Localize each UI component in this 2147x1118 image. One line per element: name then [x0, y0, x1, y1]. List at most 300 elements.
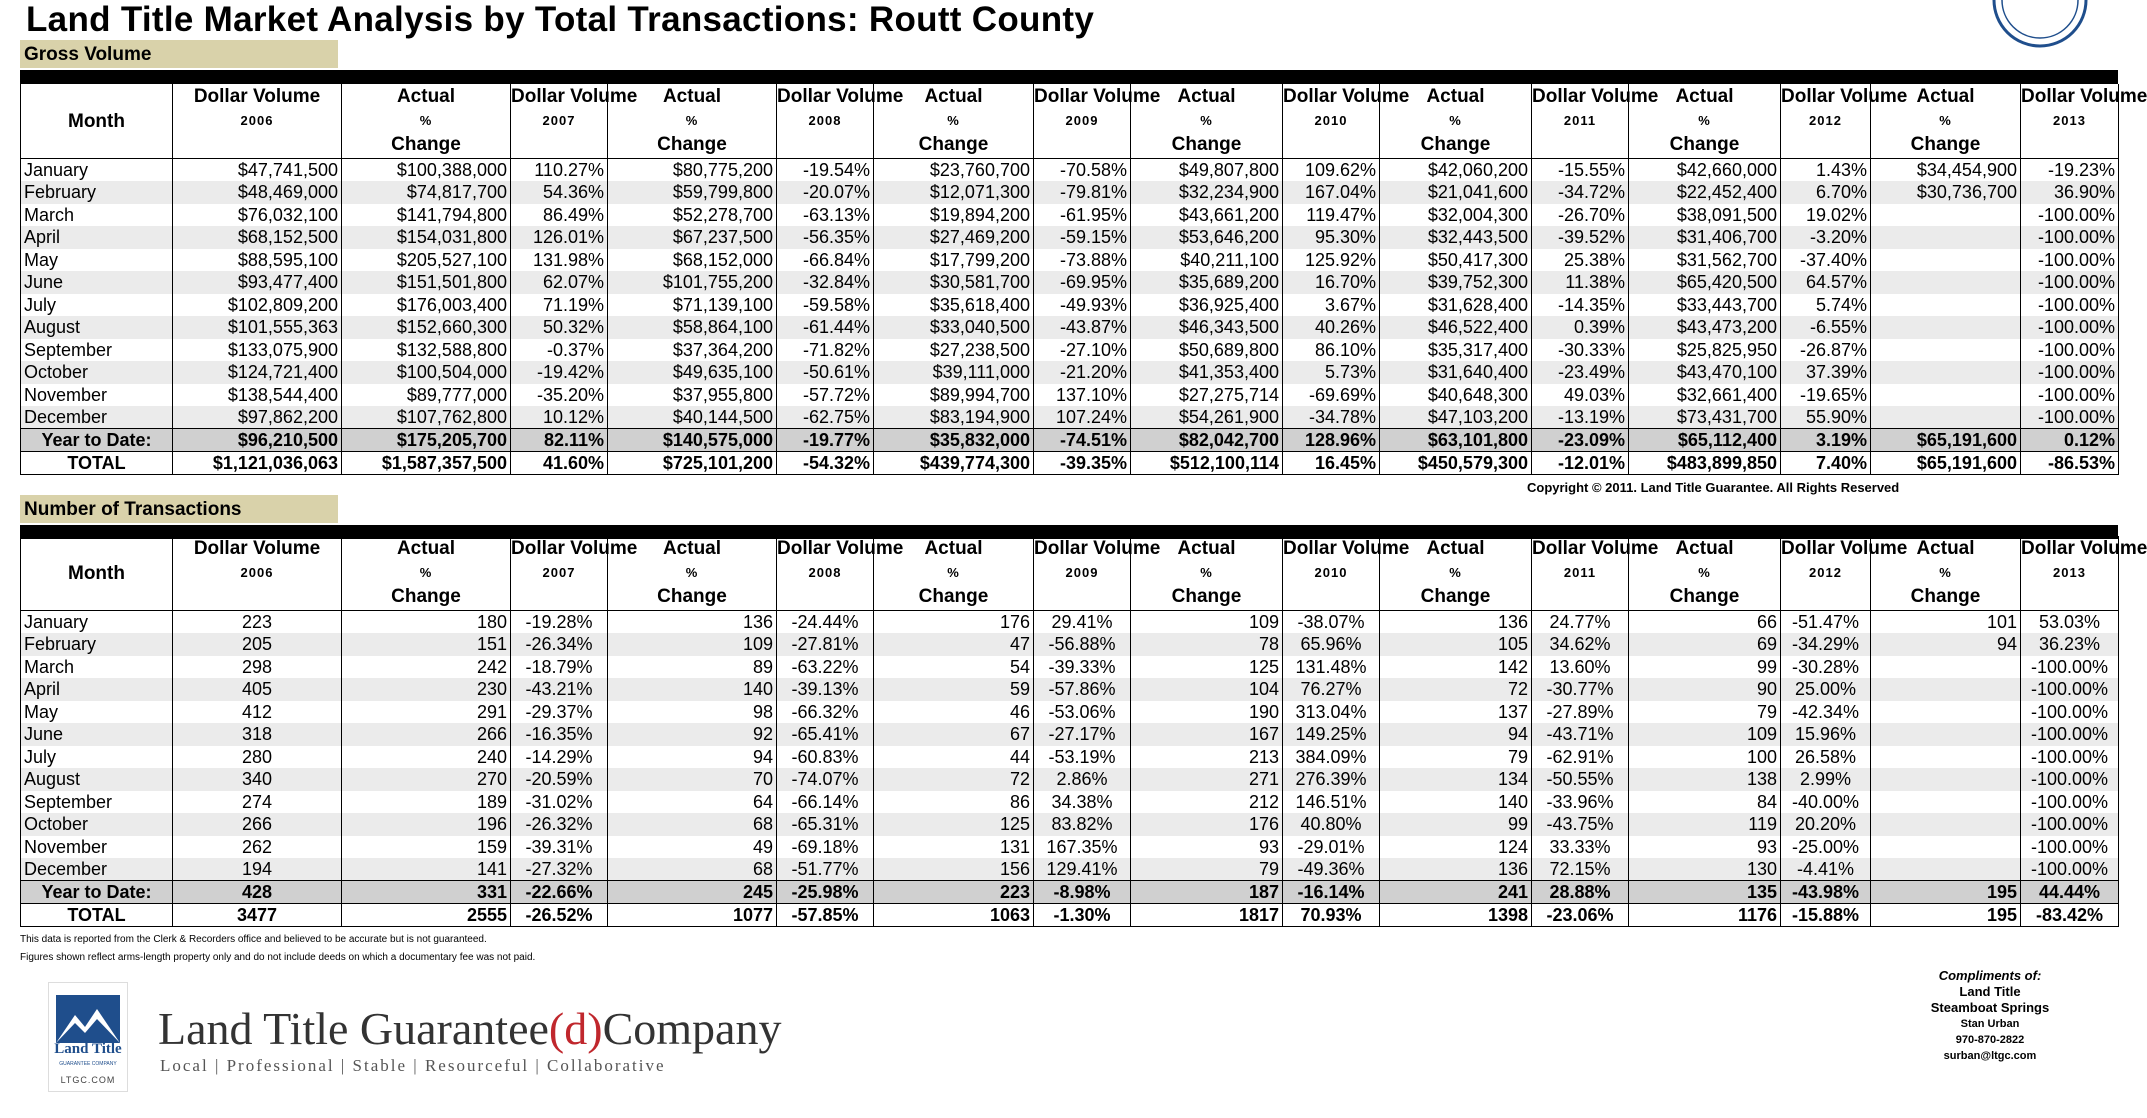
- value-cell: 76.27%: [1283, 678, 1380, 701]
- actual-change-header-cell: [342, 84, 510, 158]
- logo-mark-text: Land Title: [54, 1041, 122, 1057]
- value-cell: 109.62%: [1283, 159, 1380, 182]
- percent-label: %: [947, 113, 960, 128]
- value-cell: -19.77%: [777, 429, 874, 452]
- month-cell: February: [21, 633, 173, 656]
- change-cell: $439,774,300: [874, 452, 1034, 475]
- table-row: [21, 701, 2119, 724]
- year-label: 2008: [808, 565, 842, 580]
- change-cell: $68,152,000: [608, 249, 777, 272]
- value-cell: -51.77%: [777, 858, 874, 881]
- company-name-paren: (d): [548, 1003, 603, 1054]
- actual-change-header: [1871, 84, 2021, 159]
- change-cell: $43,470,100: [1629, 361, 1781, 384]
- actual-change-header: [874, 536, 1034, 611]
- value-cell: -1.30%: [1034, 904, 1131, 927]
- change-label: Change: [391, 586, 461, 607]
- value-cell: 428: [173, 881, 342, 904]
- change-cell: 72: [874, 768, 1034, 791]
- company-name-first: Land Title Guarantee: [158, 1003, 549, 1054]
- change-cell: $35,832,000: [874, 429, 1034, 452]
- change-cell: 136: [1380, 858, 1532, 881]
- dollar-volume-header-cell: [511, 536, 638, 610]
- copyright-notice: Copyright © 2011. Land Title Guarantee. All Rights Reserved: [1527, 480, 1900, 495]
- dollar-volume-label: Dollar Volume: [1034, 86, 1161, 107]
- change-cell: $73,431,700: [1629, 406, 1781, 429]
- value-cell: -73.88%: [1034, 249, 1131, 272]
- value-cell: 340: [173, 768, 342, 791]
- change-cell: [1871, 361, 2021, 384]
- value-cell: 0.12%: [2021, 429, 2119, 452]
- change-cell: $152,660,300: [342, 316, 511, 339]
- value-cell: -39.35%: [1034, 452, 1131, 475]
- dollar-volume-label: Dollar Volume: [193, 86, 321, 107]
- actual-change-header: [1629, 536, 1781, 611]
- change-cell: 230: [342, 678, 511, 701]
- month-header-cell: [21, 536, 172, 610]
- dollar-volume-2007-header: [511, 536, 638, 611]
- value-cell: -71.82%: [777, 339, 874, 362]
- year-label: 2007: [542, 565, 576, 580]
- change-cell: 1077: [608, 904, 777, 927]
- value-cell: 72.15%: [1532, 858, 1629, 881]
- actual-change-header-cell: [608, 84, 776, 158]
- year-label: 2010: [1314, 113, 1348, 128]
- value-cell: -65.31%: [777, 813, 874, 836]
- value-cell: 6.70%: [1781, 181, 1871, 204]
- value-cell: -23.09%: [1532, 429, 1629, 452]
- dollar-volume-header-cell: [2021, 84, 2147, 158]
- value-cell: -56.35%: [777, 226, 874, 249]
- change-cell: 167: [1131, 723, 1283, 746]
- change-cell: 86: [874, 791, 1034, 814]
- change-label: Change: [1420, 134, 1491, 155]
- dollar-volume-2011-header: [1532, 536, 1659, 611]
- actual-change-header: [608, 84, 777, 159]
- dollar-volume-label: Dollar Volume: [511, 538, 638, 559]
- change-cell: 135: [1629, 881, 1781, 904]
- change-cell: $31,562,700: [1629, 249, 1781, 272]
- value-cell: -63.22%: [777, 656, 874, 679]
- change-cell: $46,343,500: [1131, 316, 1283, 339]
- change-cell: $65,112,400: [1629, 429, 1781, 452]
- value-cell: 82.11%: [511, 429, 608, 452]
- value-cell: 20.20%: [1781, 813, 1871, 836]
- actual-change-header: [608, 536, 777, 611]
- change-cell: 291: [342, 701, 511, 724]
- value-cell: -14.35%: [1532, 294, 1629, 317]
- year-label: 2012: [1809, 113, 1842, 128]
- value-cell: 262: [173, 836, 342, 859]
- change-cell: 245: [608, 881, 777, 904]
- value-cell: -49.93%: [1034, 294, 1131, 317]
- change-cell: 138: [1629, 768, 1781, 791]
- change-cell: 189: [342, 791, 511, 814]
- dollar-volume-2012-header: [1781, 84, 1908, 159]
- change-cell: 156: [874, 858, 1034, 881]
- actual-change-header: [342, 536, 511, 611]
- change-cell: $100,504,000: [342, 361, 511, 384]
- value-cell: 95.30%: [1283, 226, 1380, 249]
- value-cell: 10.12%: [511, 406, 608, 429]
- change-cell: 213: [1131, 746, 1283, 769]
- dollar-volume-2009-header: [1034, 84, 1161, 159]
- value-cell: -22.66%: [511, 881, 608, 904]
- actual-label: Actual: [1916, 86, 1975, 107]
- month-header: [21, 536, 173, 611]
- contact-office: Steamboat Springs: [1930, 1000, 2050, 1015]
- value-cell: 298: [173, 656, 342, 679]
- change-cell: 99: [1629, 656, 1781, 679]
- value-cell: -57.86%: [1034, 678, 1131, 701]
- month-cell: November: [21, 384, 173, 407]
- change-cell: 68: [608, 858, 777, 881]
- change-cell: [1871, 858, 2021, 881]
- actual-label: Actual: [1675, 538, 1734, 559]
- total-row: [21, 904, 2119, 927]
- month-cell: September: [21, 339, 173, 362]
- logo-mark-subtext: GUARANTEE COMPANY: [59, 1061, 117, 1067]
- actual-change-header-cell: [1131, 84, 1282, 158]
- change-cell: $36,925,400: [1131, 294, 1283, 317]
- value-cell: -100.00%: [2021, 271, 2119, 294]
- dollar-volume-2011-header: [1532, 84, 1659, 159]
- change-cell: 140: [1380, 791, 1532, 814]
- change-label: Change: [1910, 134, 1981, 155]
- dollar-volume-header-cell: [511, 84, 638, 158]
- value-cell: 131.98%: [511, 249, 608, 272]
- value-cell: -63.13%: [777, 204, 874, 227]
- change-cell: 94: [1871, 633, 2021, 656]
- change-cell: [1871, 294, 2021, 317]
- value-cell: -42.34%: [1781, 701, 1871, 724]
- dollar-volume-label: Dollar Volume: [1781, 86, 1908, 107]
- actual-change-header: [1131, 84, 1283, 159]
- value-cell: -32.84%: [777, 271, 874, 294]
- change-cell: [1871, 768, 2021, 791]
- dollar-volume-label: Dollar Volume: [1283, 86, 1410, 107]
- change-cell: $74,817,700: [342, 181, 511, 204]
- change-cell: 105: [1380, 633, 1532, 656]
- change-cell: $42,660,000: [1629, 159, 1781, 182]
- actual-label: Actual: [1675, 86, 1734, 107]
- value-cell: -49.36%: [1283, 858, 1380, 881]
- change-cell: $40,211,100: [1131, 249, 1283, 272]
- change-cell: $35,689,200: [1131, 271, 1283, 294]
- actual-label: Actual: [662, 538, 722, 559]
- change-cell: $33,443,700: [1629, 294, 1781, 317]
- value-cell: -57.85%: [777, 904, 874, 927]
- change-cell: 49: [608, 836, 777, 859]
- value-cell: 15.96%: [1781, 723, 1871, 746]
- value-cell: -61.44%: [777, 316, 874, 339]
- actual-label: Actual: [1177, 538, 1236, 559]
- company-name: [158, 1002, 781, 1055]
- value-cell: $47,741,500: [173, 159, 342, 182]
- change-cell: $83,194,900: [874, 406, 1034, 429]
- change-cell: [1871, 226, 2021, 249]
- value-cell: -27.10%: [1034, 339, 1131, 362]
- value-cell: -66.14%: [777, 791, 874, 814]
- month-cell: January: [21, 611, 173, 634]
- change-cell: 159: [342, 836, 511, 859]
- change-cell: 104: [1131, 678, 1283, 701]
- percent-label: %: [1939, 113, 1952, 128]
- value-cell: 19.02%: [1781, 204, 1871, 227]
- gross-volume-header-bar: [20, 70, 2118, 84]
- value-cell: 16.45%: [1283, 452, 1380, 475]
- change-cell: $175,205,700: [342, 429, 511, 452]
- change-cell: $21,041,600: [1380, 181, 1532, 204]
- value-cell: -59.15%: [1034, 226, 1131, 249]
- value-cell: 313.04%: [1283, 701, 1380, 724]
- change-cell: $30,581,700: [874, 271, 1034, 294]
- value-cell: 107.24%: [1034, 406, 1131, 429]
- value-cell: 28.88%: [1532, 881, 1629, 904]
- value-cell: 25.00%: [1781, 678, 1871, 701]
- change-cell: [1871, 791, 2021, 814]
- value-cell: 167.35%: [1034, 836, 1131, 859]
- value-cell: -83.42%: [2021, 904, 2119, 927]
- year-label: 2007: [542, 113, 576, 128]
- dollar-volume-2010-header: [1283, 536, 1410, 611]
- year-to-date-row: [21, 881, 2119, 904]
- change-cell: 190: [1131, 701, 1283, 724]
- value-cell: $97,862,200: [173, 406, 342, 429]
- change-cell: [1871, 656, 2021, 679]
- year-label: 2010: [1314, 565, 1348, 580]
- change-cell: $27,238,500: [874, 339, 1034, 362]
- change-cell: 69: [1629, 633, 1781, 656]
- value-cell: -34.29%: [1781, 633, 1871, 656]
- dollar-volume-header-cell: [1781, 536, 1908, 610]
- value-cell: -14.29%: [511, 746, 608, 769]
- actual-change-header-cell: [1380, 536, 1531, 610]
- dollar-volume-label: Dollar Volume: [1781, 538, 1908, 559]
- change-cell: $483,899,850: [1629, 452, 1781, 475]
- change-cell: $107,762,800: [342, 406, 511, 429]
- value-cell: -74.07%: [777, 768, 874, 791]
- value-cell: -43.87%: [1034, 316, 1131, 339]
- value-cell: -26.32%: [511, 813, 608, 836]
- value-cell: 16.70%: [1283, 271, 1380, 294]
- value-cell: -16.35%: [511, 723, 608, 746]
- value-cell: -100.00%: [2021, 226, 2119, 249]
- year-label: 2006: [240, 565, 274, 580]
- change-cell: $1,587,357,500: [342, 452, 511, 475]
- dollar-volume-header-cell: [1781, 84, 1908, 158]
- value-cell: -23.06%: [1532, 904, 1629, 927]
- value-cell: -13.19%: [1532, 406, 1629, 429]
- value-cell: -12.01%: [1532, 452, 1629, 475]
- disclaimer-note: This data is reported from the Clerk & Recorders office and believed to be accurate but is not guaranteed.: [20, 934, 487, 945]
- table-row: [21, 181, 2119, 204]
- change-cell: [1871, 678, 2021, 701]
- percent-label: %: [1449, 565, 1462, 580]
- change-cell: $205,527,100: [342, 249, 511, 272]
- change-cell: $65,191,600: [1871, 452, 2021, 475]
- value-cell: 125.92%: [1283, 249, 1380, 272]
- value-cell: -100.00%: [2021, 791, 2119, 814]
- change-cell: $53,646,200: [1131, 226, 1283, 249]
- change-cell: 176: [874, 611, 1034, 634]
- value-cell: -100.00%: [2021, 723, 2119, 746]
- change-cell: $512,100,114: [1131, 452, 1283, 475]
- value-cell: 167.04%: [1283, 181, 1380, 204]
- change-cell: $50,417,300: [1380, 249, 1532, 272]
- change-cell: 98: [608, 701, 777, 724]
- change-label: Change: [1171, 134, 1242, 155]
- value-cell: -31.02%: [511, 791, 608, 814]
- change-cell: $25,825,950: [1629, 339, 1781, 362]
- change-cell: $101,755,200: [608, 271, 777, 294]
- value-cell: 71.19%: [511, 294, 608, 317]
- year-to-date-row: [21, 429, 2119, 452]
- year-label: 2011: [1563, 565, 1597, 580]
- percent-label: %: [1200, 113, 1213, 128]
- value-cell: 41.60%: [511, 452, 608, 475]
- table-row: [21, 226, 2119, 249]
- value-cell: $88,595,100: [173, 249, 342, 272]
- actual-change-header: [1380, 536, 1532, 611]
- change-cell: 196: [342, 813, 511, 836]
- change-cell: 187: [1131, 881, 1283, 904]
- value-cell: 146.51%: [1283, 791, 1380, 814]
- table-row: [21, 159, 2119, 182]
- value-cell: -86.53%: [2021, 452, 2119, 475]
- change-cell: $151,501,800: [342, 271, 511, 294]
- dollar-volume-2013-header: [2021, 84, 2147, 159]
- page-title: Land Title Market Analysis by Total Transactions: Routt County: [26, 0, 1095, 39]
- dollar-volume-2010-header: [1283, 84, 1410, 159]
- month-cell: September: [21, 791, 173, 814]
- change-cell: 180: [342, 611, 511, 634]
- change-cell: 131: [874, 836, 1034, 859]
- value-cell: -100.00%: [2021, 746, 2119, 769]
- change-cell: [1871, 339, 2021, 362]
- dollar-volume-label: Dollar Volume: [777, 538, 904, 559]
- change-cell: $39,111,000: [874, 361, 1034, 384]
- table-row: [21, 339, 2119, 362]
- change-cell: $65,420,500: [1629, 271, 1781, 294]
- company-tagline: Local | Professional | Stable | Resourceful | Collaborative: [160, 1056, 666, 1075]
- month-cell: March: [21, 204, 173, 227]
- value-cell: -39.52%: [1532, 226, 1629, 249]
- change-cell: 93: [1629, 836, 1781, 859]
- change-cell: 195: [1871, 904, 2021, 927]
- actual-label: Actual: [1177, 86, 1236, 107]
- month-header-label: Month: [68, 111, 125, 132]
- dollar-volume-2007-header: [511, 84, 638, 159]
- value-cell: 126.01%: [511, 226, 608, 249]
- value-cell: 384.09%: [1283, 746, 1380, 769]
- change-cell: $43,473,200: [1629, 316, 1781, 339]
- value-cell: -100.00%: [2021, 294, 2119, 317]
- dollar-volume-header-cell: [1034, 84, 1161, 158]
- change-cell: $34,454,900: [1871, 159, 2021, 182]
- value-cell: -6.55%: [1781, 316, 1871, 339]
- actual-change-header: [342, 84, 511, 159]
- month-cell: March: [21, 656, 173, 679]
- total-row: [21, 452, 2119, 475]
- actual-change-header-cell: [1629, 536, 1780, 610]
- year-label: 2009: [1065, 565, 1099, 580]
- value-cell: -29.37%: [511, 701, 608, 724]
- table-row: [21, 633, 2119, 656]
- change-cell: 140: [608, 678, 777, 701]
- year-label: 2009: [1065, 113, 1099, 128]
- change-cell: $58,864,100: [608, 316, 777, 339]
- change-cell: $38,091,500: [1629, 204, 1781, 227]
- change-cell: 90: [1629, 678, 1781, 701]
- change-cell: 66: [1629, 611, 1781, 634]
- value-cell: -100.00%: [2021, 813, 2119, 836]
- value-cell: -19.65%: [1781, 384, 1871, 407]
- value-cell: 29.41%: [1034, 611, 1131, 634]
- change-cell: $35,618,400: [874, 294, 1034, 317]
- value-cell: -61.95%: [1034, 204, 1131, 227]
- change-cell: 1398: [1380, 904, 1532, 927]
- value-cell: -51.47%: [1781, 611, 1871, 634]
- change-cell: 94: [1380, 723, 1532, 746]
- change-cell: $82,042,700: [1131, 429, 1283, 452]
- value-cell: -100.00%: [2021, 406, 2119, 429]
- change-cell: $176,003,400: [342, 294, 511, 317]
- actual-change-header: [1871, 536, 2021, 611]
- change-cell: 79: [1131, 858, 1283, 881]
- month-cell: April: [21, 678, 173, 701]
- change-cell: 136: [1380, 611, 1532, 634]
- month-cell: February: [21, 181, 173, 204]
- change-cell: 89: [608, 656, 777, 679]
- value-cell: 54.36%: [511, 181, 608, 204]
- table-row: [21, 746, 2119, 769]
- value-cell: 83.82%: [1034, 813, 1131, 836]
- actual-change-header-cell: [1380, 84, 1531, 158]
- value-cell: -27.89%: [1532, 701, 1629, 724]
- value-cell: -100.00%: [2021, 836, 2119, 859]
- change-cell: [1871, 204, 2021, 227]
- value-cell: 110.27%: [511, 159, 608, 182]
- table-row: [21, 361, 2119, 384]
- value-cell: -100.00%: [2021, 204, 2119, 227]
- dollar-volume-header-cell: [1532, 536, 1659, 610]
- change-cell: 109: [1131, 611, 1283, 634]
- actual-change-header-cell: [608, 536, 776, 610]
- value-cell: -37.40%: [1781, 249, 1871, 272]
- table-row: [21, 678, 2119, 701]
- dollar-volume-2013-header: [2021, 536, 2147, 611]
- value-cell: -15.55%: [1532, 159, 1629, 182]
- change-cell: [1871, 271, 2021, 294]
- value-cell: -59.58%: [777, 294, 874, 317]
- dollar-volume-label: Dollar Volume: [511, 86, 638, 107]
- change-cell: 151: [342, 633, 511, 656]
- table-row: [21, 611, 2119, 634]
- value-cell: 318: [173, 723, 342, 746]
- value-cell: -53.06%: [1034, 701, 1131, 724]
- month-cell: May: [21, 701, 173, 724]
- value-cell: -3.20%: [1781, 226, 1871, 249]
- change-cell: $132,588,800: [342, 339, 511, 362]
- value-cell: -69.69%: [1283, 384, 1380, 407]
- actual-change-header: [1131, 536, 1283, 611]
- change-cell: $33,040,500: [874, 316, 1034, 339]
- table-row: [21, 858, 2119, 881]
- contact-email: surban@ltgc.com: [1943, 1050, 2037, 1062]
- value-cell: -43.98%: [1781, 881, 1871, 904]
- change-cell: $49,635,100: [608, 361, 777, 384]
